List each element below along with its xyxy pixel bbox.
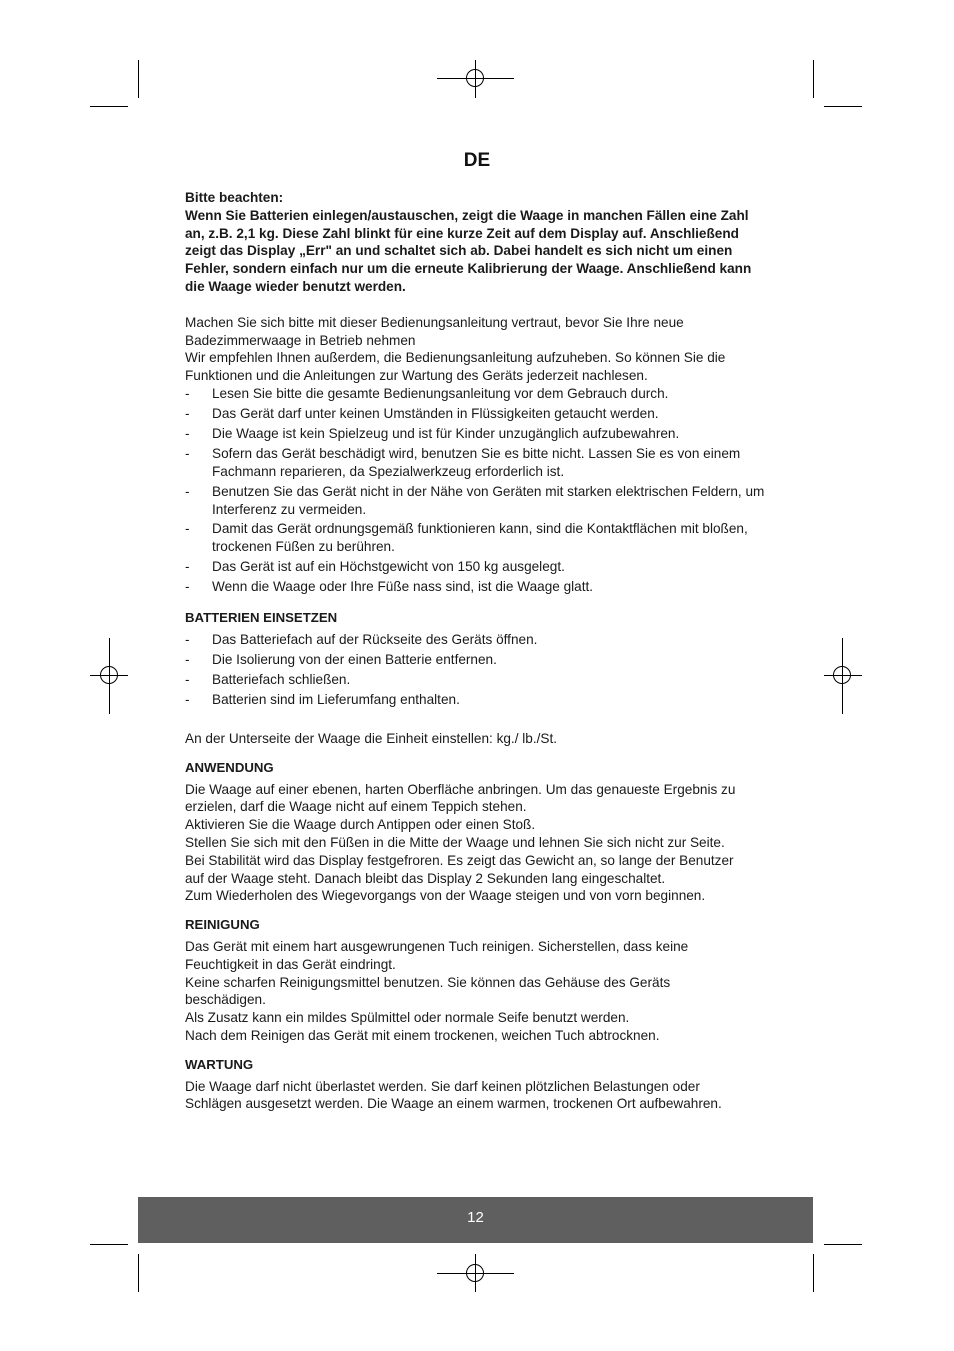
note-title: Bitte beachten: [185,190,284,205]
cleaning-line: beschädigen. [185,992,266,1008]
crop-mark [813,1254,814,1292]
list-item: - Das Batteriefach auf der Rückseite des Geräts öffnen. [185,631,775,649]
batteries-list [185,631,775,709]
usage-line: auf der Waage steht. Danach bleibt das Display 2 Sekunden lang eingeschaltet. [185,870,666,886]
cleaning-line: Als Zusatz kann ein mildes Spülmittel oder normale Seife benutzt werden. [185,1010,630,1026]
list-item: - Batterien sind im Lieferumfang enthalten. [185,691,775,709]
list-item: - Batteriefach schließen. [185,671,775,689]
note-line: die Waage wieder benutzt werden. [185,278,406,294]
intro-line: Wir empfehlen Ihnen außerdem, die Bedienungsanleitung aufzuheben. So können Sie die [185,350,726,366]
intro-line: Funktionen und die Anleitungen zur Wartung des Geräts jederzeit nachlesen. [185,368,648,384]
usage-line: erzielen, darf die Waage nicht auf einem Teppich stehen. [185,799,527,815]
intro-block [185,314,775,596]
crop-mark [138,1254,139,1292]
list-item: - Das Gerät darf unter keinen Umständen in Flüssigkeiten getaucht werden. [185,405,775,423]
registration-circle [466,69,484,87]
crop-mark [824,106,862,107]
registration-circle [833,666,851,684]
crop-mark [824,1244,862,1245]
maintenance-line: Schlägen ausgesetzt werden. Die Waage an einem warmen, trockenen Ort aufbewahren. [185,1096,722,1112]
language-label: DE [463,150,491,171]
note-line: an, z.B. 2,1 kg. Diese Zahl blinkt für eine kurze Zeit auf dem Display auf. Anschließend [185,225,739,241]
section-heading: REINIGUNG [185,917,260,933]
note-block [185,189,775,296]
usage-line: Aktivieren Sie die Waage durch Antippen oder einen Stoß. [185,817,536,833]
crop-mark [138,60,139,98]
list-item: - Die Waage ist kein Spielzeug und ist für Kinder unzugänglich aufzubewahren. [185,425,775,443]
list-item: - Wenn die Waage oder Ihre Füße nass sind, ist die Waage glatt. [185,578,775,596]
usage-line: Zum Wiederholen des Wiegevorgangs von der Waage steigen und von vorn beginnen. [185,888,706,904]
usage-section [185,759,775,905]
list-item: - Das Gerät ist auf ein Höchstgewicht von 150 kg ausgelegt. [185,558,775,576]
usage-line: Bei Stabilität wird das Display festgefroren. Es zeigt das Gewicht an, so lange der Benutzer [185,852,734,868]
section-heading: WARTUNG [185,1056,254,1072]
maintenance-line: Die Waage darf nicht überlastet werden. Sie darf keinen plötzlichen Belastungen oder [185,1078,700,1094]
registration-circle [466,1264,484,1282]
cleaning-line: Nach dem Reinigen das Gerät mit einem trockenen, weichen Tuch abtrocknen. [185,1027,660,1043]
safety-list [185,385,775,596]
registration-circle [100,666,118,684]
cleaning-line: Feuchtigkeit in das Gerät eindringt. [185,956,396,972]
note-line: zeigt das Display „Err" an und schaltet sich ab. Dabei handelt es sich nicht um einen [185,243,733,259]
crop-mark [90,106,128,107]
unit-setting-text: An der Unterseite der Waage die Einheit einstellen: kg./ lb./St. [185,730,558,746]
list-item: - Die Isolierung von der einen Batterie entfernen. [185,651,775,669]
page-footer [138,1197,813,1243]
cleaning-line: Das Gerät mit einem hart ausgewrungenen Tuch reinigen. Sicherstellen, dass keine [185,938,689,954]
batteries-section [185,609,775,748]
usage-line: Die Waage auf einer ebenen, harten Oberfläche anbringen. Um das genaueste Ergebnis zu [185,781,736,797]
crop-mark [813,60,814,98]
page-number: 12 [467,1209,484,1226]
list-item: - Sofern das Gerät beschädigt wird, benutzen Sie es bitte nicht. Lassen Sie es von einem Fachmann reparieren, da Spezialwerkzeug erforderlich ist. [185,445,775,481]
note-line: Wenn Sie Batterien einlegen/austauschen, zeigt die Waage in manchen Fällen eine Zahl [185,207,749,223]
crop-mark [90,1244,128,1245]
intro-line: Machen Sie sich bitte mit dieser Bedienungsanleitung vertraut, bevor Sie Ihre neue [185,314,684,330]
usage-line: Stellen Sie sich mit den Füßen in die Mitte der Waage und lehnen Sie sich nicht zur Seite. [185,834,725,850]
maintenance-section [185,1056,775,1113]
list-item: - Lesen Sie bitte die gesamte Bedienungsanleitung vor dem Gebrauch durch. [185,385,775,403]
page-content [185,189,775,1113]
cleaning-line: Keine scharfen Reinigungsmittel benutzen. Sie können das Gehäuse des Geräts [185,974,671,990]
intro-line: Badezimmerwaage in Betrieb nehmen [185,332,416,348]
section-heading: ANWENDUNG [185,759,274,775]
list-item: - Damit das Gerät ordnungsgemäß funktionieren kann, sind die Kontaktflächen mit bloßen, trockenen Füßen zu berühren. [185,520,775,556]
list-item: - Benutzen Sie das Gerät nicht in der Nähe von Geräten mit starken elektrischen Feldern, um Interferenz zu vermeiden. [185,483,775,519]
cleaning-section [185,916,775,1045]
section-heading: BATTERIEN EINSETZEN [185,610,338,626]
note-line: Fehler, sondern einfach nur um die erneute Kalibrierung der Waage. Anschließend kann [185,261,752,277]
